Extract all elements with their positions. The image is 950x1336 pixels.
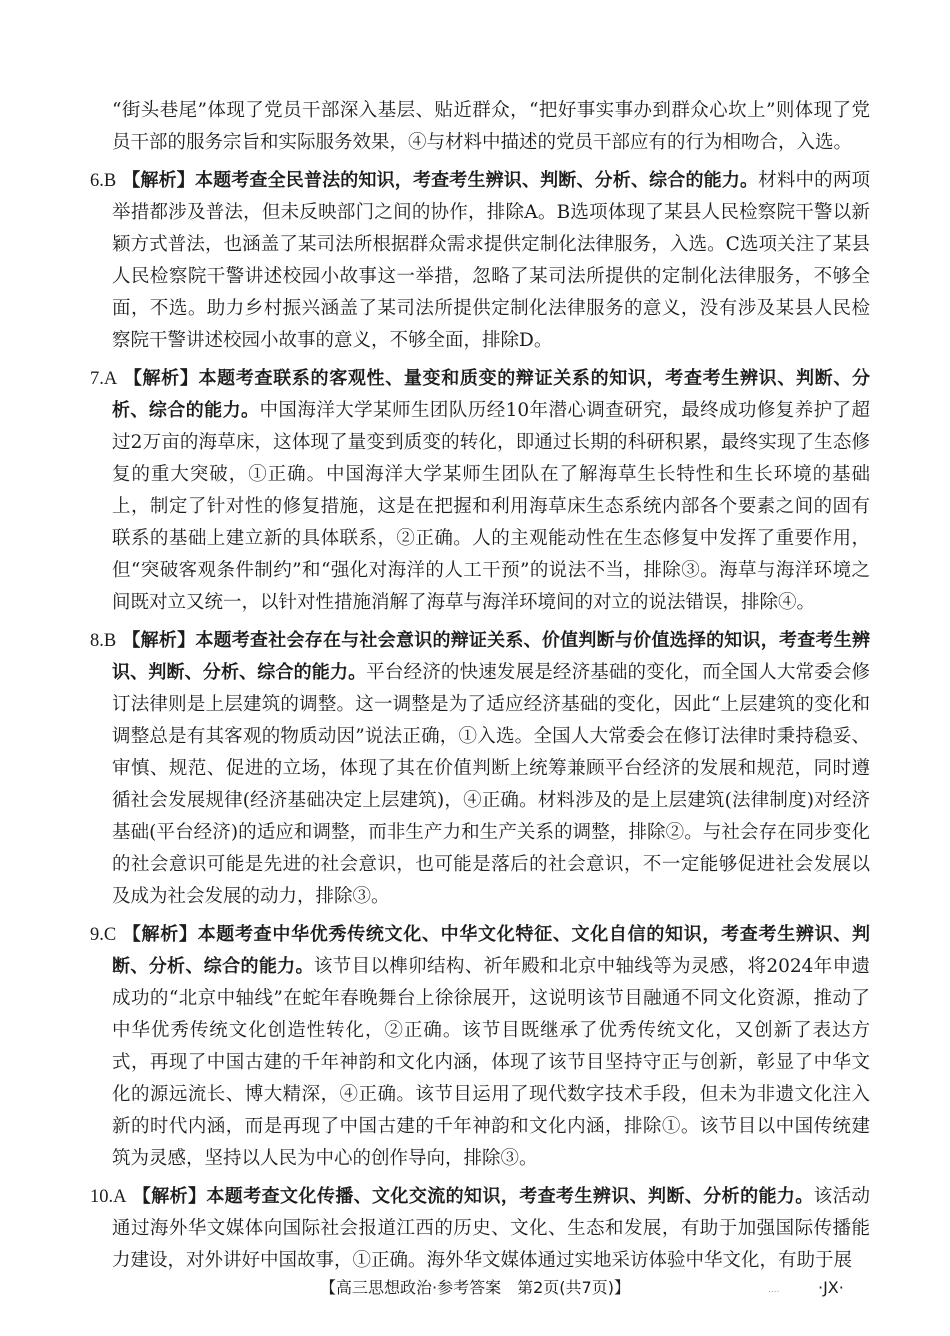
analysis-body: 该活动通过海外华文媒体向国际社会报道江西的历史、文化、生态和发展，有助于加强国际传播能力建设，对外讲好中国故事，①正确。海外华文媒体通过实地采访体验中华文化，有助于展 [112, 1186, 870, 1271]
answer-number: 9.C [90, 925, 117, 945]
answer-item-9 [90, 919, 870, 1175]
analysis-body: 中国海洋大学某师生团队历经10年潜心调查研究，最终成功修复养护了超过2万亩的海草床，这体现了量变到质变的转化，即通过长期的科研积累，最终实现了生态修复的重大突破，①正确。中国海洋大学某师生团队在了解海草生长特性和生长环境的基础上，制定了针对性的修复措施，这是在把握和利用海草床生态系统内部各个要素之间的固有联系的基础上建立新的具体联系，②正确。人的主观能动性在生态修复中发挥了重要作用，但“突破客观条件制约”和“强化对海洋的人工干预”的说法不当，排除③。海草与海洋环境之间既对立又统一，以针对性措施消解了海草与海洋环境间的对立的说法错误，排除④。 [112, 400, 871, 613]
answer-number: 8.B [90, 631, 117, 651]
answer-content [90, 95, 870, 1277]
analysis-lead: 本题考查社会存在与社会意识的辩证关系、价值判断与价值选择的知识，考查考生辨识、判断、分析、综合的能力。 [112, 630, 870, 683]
analysis-body: 该节目以榫卯结构、祈年殿和北京中轴线等为灵感，将2024年申遗成功的“北京中轴线”在蛇年春晚舞台上徐徐展开，这说明该节目融通不同文化资源，推动了中华优秀传统文化创造性转化，②正确。该节目既继承了优秀传统文化，又创新了表达方式，再现了中国古建的千年神韵和文化内涵，体现了该节目坚持守正与创新，彰显了中华文化的源远流长、博大精深，④正确。该节目运用了现代数字技术手段，但未为非遗文化注入新的时代内涵，而是再现了中国古建的千年神韵和文化内涵，排除①。该节目以中国传统建筑为灵感，坚持以人民为中心的创作导向，排除③。 [112, 956, 870, 1169]
answer-number: 7.A [90, 369, 118, 389]
answer-item-8 [90, 625, 870, 913]
analysis-tag: 【解析】 [122, 630, 196, 651]
analysis-body: 材料中的两项举措都涉及普法，但未反映部门之间的协作，排除A。B选项体现了某县人民检察院干警以新颖方式普法，也涵盖了某司法所根据群众需求提供定制化法律服务，入选。C选项关注了某县人民检察院干警讲述校园小故事这一举措，忽略了某司法所提供的定制化法律服务，不够全面，不选。助力乡村振兴涵盖了某司法所提供定制化法律服务的意义，没有涉及某县人民检察院干警讲述校园小故事的意义，不够全面，排除D。 [112, 170, 870, 351]
analysis-tag: 【解析】 [122, 924, 198, 945]
answer-item-10 [90, 1181, 870, 1277]
analysis-lead: 本题考查文化传播、文化交流的知识，考查考生辨识、判断、分析的能力。 [206, 1186, 814, 1207]
analysis-tag: 【解析】 [132, 1186, 207, 1207]
analysis-lead: 本题考查联系的客观性、量变和质变的辩证关系的知识，考查考生辨识、判断、分析、综合的能力。 [112, 368, 870, 421]
answer-item-7 [90, 363, 870, 619]
analysis-body: 平台经济的快速发展是经济基础的变化，而全国人大常委会修订法律则是上层建筑的调整。这一调整是为了适应经济基础的变化，因此“上层建筑的变化和调整总是有其客观的物质动因”说法正确，①入选。全国人大常委会在修订法律时秉持稳妥、审慎、规范、促进的立场，体现了其在价值判断上统筹兼顾平台经济的发展和规范，同时遵循社会发展规律(经济基础决定上层建筑)，④正确。材料涉及的是上层建筑(法律制度)对经济基础(平台经济)的适应和调整，而非生产力和生产关系的调整，排除②。与社会存在同步变化的社会意识可能是先进的社会意识，也可能是落后的社会意识，不一定能够促进社会发展以及成为社会发展的动力，排除③。 [112, 662, 870, 907]
answer-item-6 [90, 165, 870, 357]
analysis-tag: 【解析】 [122, 170, 195, 191]
footer-dots: .... [768, 1285, 780, 1295]
analysis-lead: 本题考查全民普法的知识，考查考生辨识、判断、分析、综合的能力。 [194, 170, 759, 191]
continued-paragraph: “街头巷尾”体现了党员干部深入基层、贴近群众，“把好事实事办到群众心坎上”则体现了党员干部的服务宗旨和实际服务效果，④与材料中描述的党员干部应有的行为相吻合，入选。 [112, 100, 870, 153]
answer-number: 6.B [90, 171, 117, 191]
page-footer [0, 1276, 950, 1300]
footer-region-code: ·JX· [818, 1278, 844, 1297]
analysis-tag: 【解析】 [123, 368, 199, 389]
answer-number: 10.A [90, 1187, 127, 1207]
footer-title: 【高三思想政治·参考答案 第2页(共7页)】 [320, 1278, 630, 1297]
analysis-lead: 本题考查中华优秀传统文化、中华文化特征、文化自信的知识，考查考生辨识、判断、分析、综合的能力。 [112, 924, 870, 977]
